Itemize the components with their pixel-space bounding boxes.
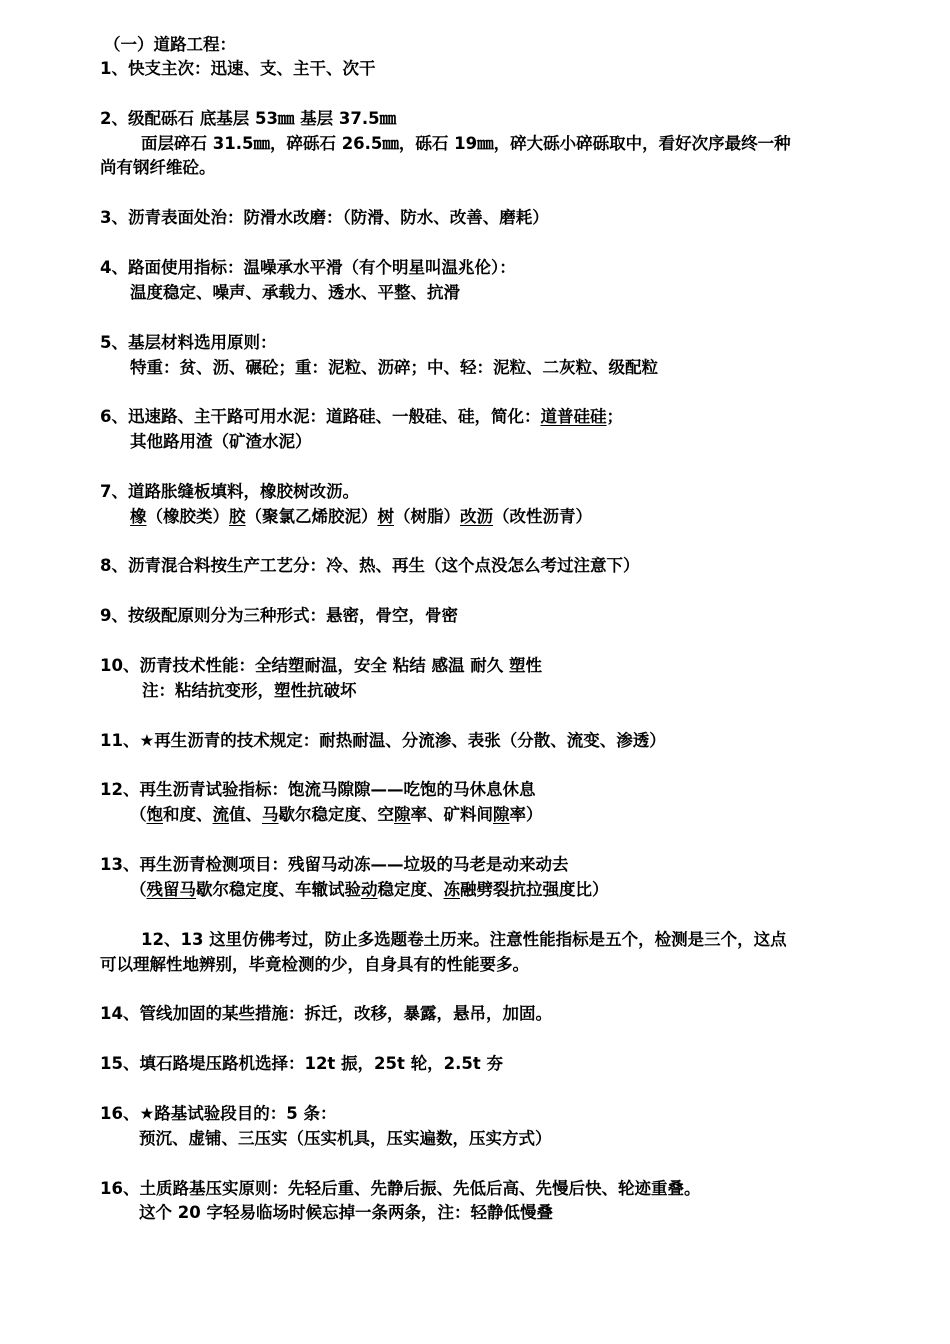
item-13-title: 13、再生沥青检测项目：残留马动冻——垃圾的马老是动来动去	[100, 855, 569, 874]
item-6-line-2: 其他路用渣（矿渣水泥）	[130, 432, 312, 451]
item-11-title: 11、★再生沥青的技术规定：耐热耐温、分流渗、表张（分散、流变、渗透）	[100, 731, 666, 750]
item-8-title: 8、沥青混合料按生产工艺分：冷、热、再生（这个点没怎么考过注意下）	[100, 556, 640, 575]
item-12-text-1: （	[130, 805, 147, 824]
item-16b-line-2: 这个 20 字轻易临场时候忘掉一条两条，注：轻静低慢叠	[139, 1203, 553, 1222]
item-12-text-2: 和度、	[163, 805, 213, 824]
item-12-title: 12、再生沥青试验指标：饱流马隙隙——吃饱的马休息休息	[100, 780, 536, 799]
item-5-title: 5、基层材料选用原则：	[100, 333, 277, 352]
item-13-text-3: 稳定度、	[377, 880, 444, 899]
item-12-key-4: 隙	[394, 805, 411, 824]
item-12-key-5: 隙	[493, 805, 510, 824]
item-13-key-2: 动	[361, 880, 378, 899]
item-6-title-end: ；	[606, 407, 623, 426]
section-title: （一）道路工程：	[104, 35, 236, 54]
item-9-title: 9、按级配原则分为三种形式：悬密，骨空，骨密	[100, 606, 458, 625]
item-16b-title: 16、土质路基压实原则：先轻后重、先静后振、先低后高、先慢后快、轮迹重叠。	[100, 1179, 701, 1198]
item-7-text-1: （橡胶类）	[146, 507, 229, 526]
item-13-key-3: 冻	[443, 880, 460, 899]
item-2-line-2: 面层碎石 31.5㎜，碎砾石 26.5㎜，砾石 19㎜，碎大砾小碎砾取中，看好次序最终一种	[141, 134, 791, 153]
item-1-title: 1、快支主次：迅速、支、主干、次干	[100, 59, 376, 78]
item-4-title: 4、路面使用指标：温噪承水平滑（有个明星叫温兆伦）：	[100, 258, 516, 277]
item-7-key-3: 树	[377, 507, 394, 526]
item-12-text-6: 率）	[509, 805, 543, 824]
item-13-line-2	[130, 878, 609, 902]
item-7-text-3: （树脂）	[394, 507, 460, 526]
item-2-title: 2、级配砾石 底基层 53㎜ 基层 37.5㎜	[100, 109, 397, 128]
item-10-title: 10、沥青技术性能：全结塑耐温，安全 粘结 感温 耐久 塑性	[100, 656, 542, 675]
item-13-key-1: 残留马	[146, 880, 196, 899]
item-7-title: 7、道路胀缝板填料，橡胶树改沥。	[100, 482, 359, 501]
note-line-1: 12、13 这里仿佛考过，防止多选题卷土历来。注意性能指标是五个，检测是三个，这点	[141, 930, 787, 949]
item-13-text-2: 歇尔稳定度、车辙试验	[196, 880, 361, 899]
item-3-title: 3、沥青表面处治：防滑水改磨：（防滑、防水、改善、磨耗）	[100, 208, 549, 227]
item-6-title-text: 6、迅速路、主干路可用水泥：道路硅、一般硅、硅，简化：	[100, 407, 541, 426]
item-16a-title: 16、★路基试验段目的：5 条：	[100, 1104, 337, 1123]
item-7-text-4: （改性沥青）	[493, 507, 592, 526]
item-7-key-4: 改沥	[460, 507, 493, 526]
note-line-2: 可以理解性地辨别，毕竟检测的少，自身具有的性能要多。	[100, 955, 529, 974]
item-7-text-2: （聚氯乙烯胶泥）	[245, 507, 378, 526]
item-5-line-2: 特重：贫、沥、碾砼；重：泥粒、沥碎；中、轻：泥粒、二灰粒、级配粒	[130, 358, 658, 377]
item-7-key-2: 胶	[229, 507, 246, 526]
item-12-key-1: 饱	[146, 805, 163, 824]
item-12-line-2	[130, 803, 543, 827]
item-4-line-2: 温度稳定、噪声、承载力、透水、平整、抗滑	[130, 283, 460, 302]
item-12-text-3: 值、	[229, 805, 262, 824]
item-13-text-1: （	[130, 880, 147, 899]
item-14-title: 14、管线加固的某些措施：拆迁，改移，暴露，悬吊，加固。	[100, 1004, 552, 1023]
item-6-mnemonic: 道普硅硅	[540, 407, 607, 426]
item-7-line-2	[130, 505, 592, 529]
item-12-text-5: 率、矿料间	[410, 805, 493, 824]
item-15-title: 15、填石路堤压路机选择：12t 振，25t 轮，2.5t 夯	[100, 1054, 504, 1073]
item-7-key-1: 橡	[130, 507, 147, 526]
item-2-line-3: 尚有钢纤维砼。	[100, 158, 216, 177]
item-6-title	[100, 405, 623, 429]
item-12-text-4: 歇尔稳定度、空	[278, 805, 394, 824]
item-10-line-2: 注：粘结抗变形，塑性抗破坏	[142, 681, 357, 700]
item-12-key-2: 流	[212, 805, 229, 824]
item-16a-line-2: 预沉、虚铺、三压实（压实机具，压实遍数，压实方式）	[139, 1129, 552, 1148]
item-13-text-4: 融劈裂抗拉强度比）	[460, 880, 609, 899]
item-12-key-3: 马	[262, 805, 279, 824]
